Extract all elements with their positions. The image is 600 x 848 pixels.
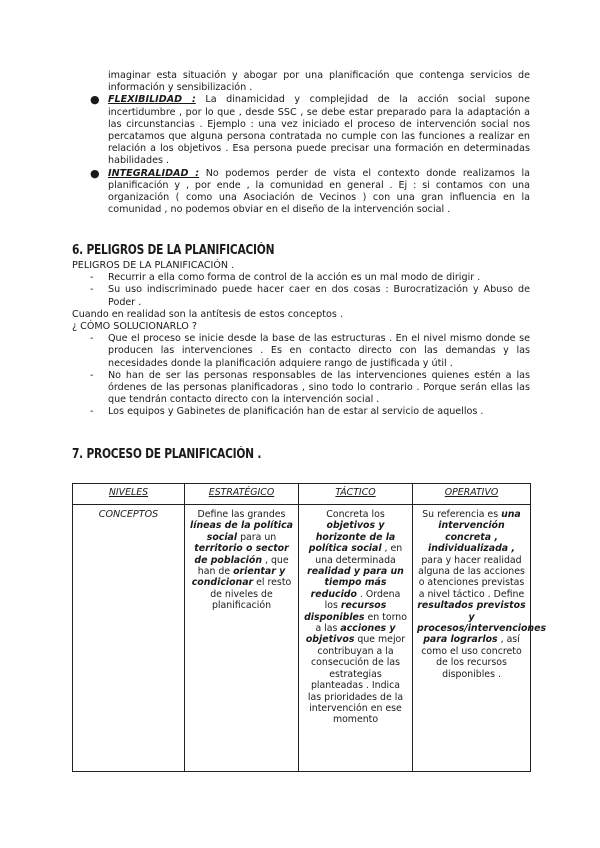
bullet-icon: ●	[90, 166, 100, 180]
section6-heading: 6. PELIGROS DE LA PLANIFICACIÓN	[72, 243, 275, 258]
danger-item	[72, 272, 530, 284]
principles-block	[90, 70, 530, 216]
dash-icon: -	[90, 369, 94, 381]
dash-icon: -	[90, 272, 94, 284]
emphasis-text: realidad y para un tiempo más reducido	[307, 566, 404, 600]
emphasis-text: resultados previstos y procesos/intervenciones para lograrlos	[417, 600, 547, 646]
dangers-list	[72, 272, 530, 309]
cell-text: para un	[237, 531, 277, 543]
dash-icon: -	[90, 406, 94, 418]
cell-text: el resto de niveles de planificación	[210, 577, 292, 612]
solution-text: Que el proceso se inicie desde la base de las estructuras . En el nivel mismo donde se producen las intervenciones . Es en contacto directo con las demandas y las necesidades donde la planificación adquiere rango de justificada y útil .	[108, 333, 530, 369]
principle-text: La dinamicidad y complejidad de la acción social supone incertidumbre , por lo que , desde SSC , se debe estar preparado para la adaptación a las circunstancias . Ejemplo : una vez iniciado el proceso de intervención social nos percatamos que alguna persona contratada no cumple con las funciones a realizar en relación a los objetivos . Esa persona puede precisar una formación en determinadas habilidades .	[108, 94, 530, 167]
emphasis-text: territorio o sector de población	[194, 543, 289, 566]
solution-item	[72, 406, 530, 418]
cell-text: , en una determinada	[315, 543, 403, 566]
principle-integralidad	[90, 168, 530, 217]
cell-estrategico	[185, 505, 299, 772]
header-tactico: TÁCTICO	[299, 484, 413, 505]
header-niveles: NIVELES	[73, 484, 185, 505]
bullet-icon: ●	[90, 93, 100, 107]
solutions-list	[72, 333, 530, 418]
danger-text: Recurrir a ella como forma de control de la acción es un mal modo de dirigir .	[108, 272, 481, 284]
principle-flexibilidad	[90, 94, 530, 167]
emphasis-text: acciones y objetivos	[305, 623, 396, 646]
emphasis-text: objetivos y horizonte de la política social	[308, 520, 396, 555]
emphasis-text: recursos disponibles	[304, 600, 387, 623]
table-row	[73, 505, 531, 772]
section7-heading: 7. PROCESO DE PLANIFICACIÓN .	[72, 447, 262, 462]
emphasis-text: una intervención concreta , individualizada ,	[428, 509, 521, 555]
row-label-conceptos: CONCEPTOS	[73, 505, 185, 772]
cell-text: para y hacer realidad alguna de las acciones o atenciones previstas a nivel táctico . Define	[418, 554, 525, 600]
solution-item	[72, 370, 530, 407]
header-operativo: OPERATIVO	[413, 484, 531, 505]
cell-text: . Ordena los	[324, 588, 401, 612]
principles-list	[90, 94, 530, 216]
header-estrategico: ESTRATÉGICO	[185, 484, 299, 505]
cell-text: Concreta los	[326, 509, 385, 520]
principle-term: FLEXIBILIDAD :	[108, 94, 196, 106]
section6-body	[72, 260, 530, 419]
emphasis-text: líneas de la política social	[190, 520, 293, 543]
cell-tactico	[299, 505, 413, 772]
planning-table	[72, 483, 547, 772]
section6-subheading: PELIGROS DE LA PLANIFICACIÓN .	[72, 260, 235, 271]
dash-icon: -	[90, 333, 94, 345]
cell-text: en torno a las	[315, 611, 407, 635]
solution-question: ¿ CÓMO SOLUCIONARLO ?	[72, 321, 197, 333]
solution-text: No han de ser las personas responsables de las intervenciones quienes estén a las órdenes de las personas planificadoras , sino todo lo contrario . Porque serán ellas las que tendrán contacto directo con la intervención social .	[108, 369, 530, 406]
solution-item	[72, 333, 530, 370]
principle-term: INTEGRALIDAD :	[108, 167, 200, 179]
table-header-row	[73, 484, 531, 505]
antithesis-text: Cuando en realidad son la antítesis de estos conceptos .	[72, 308, 343, 320]
cell-text: , que han de	[197, 554, 289, 578]
danger-item	[72, 284, 530, 308]
cell-text: que mejor contribuyan a la consecución de las estrategias planteadas . Indica las prioridades de la intervención en ese momento	[307, 634, 406, 726]
cell-text: Su referencia es	[422, 509, 502, 520]
emphasis-text: orientar y condicionar	[191, 566, 286, 589]
danger-text: Su uso indiscriminado puede hacer caer en dos cosas : Burocratización y Abuso de Poder .	[108, 284, 530, 308]
intro-continuation: imaginar esta situación y abogar por una planificación que contenga servicios de información y sensibilización .	[108, 70, 530, 94]
cell-text: , así como el uso concreto de los recursos disponibles .	[421, 634, 522, 680]
solution-text: Los equipos y Gabinetes de planificación han de estar al servicio de aquellos .	[108, 406, 484, 418]
principle-text: No podemos perder de vista el contexto donde realizamos la planificación y , por ende , la comunidad en general . Ej : si contamos con una organización ( como una Asociación de Vecinos ) con una gran influencia en la comunidad , no podemos obviar en el diseño de la intervención social .	[108, 167, 530, 216]
cell-operativo	[413, 505, 547, 772]
cell-text: Define las grandes	[197, 509, 286, 520]
dash-icon: -	[90, 284, 94, 296]
